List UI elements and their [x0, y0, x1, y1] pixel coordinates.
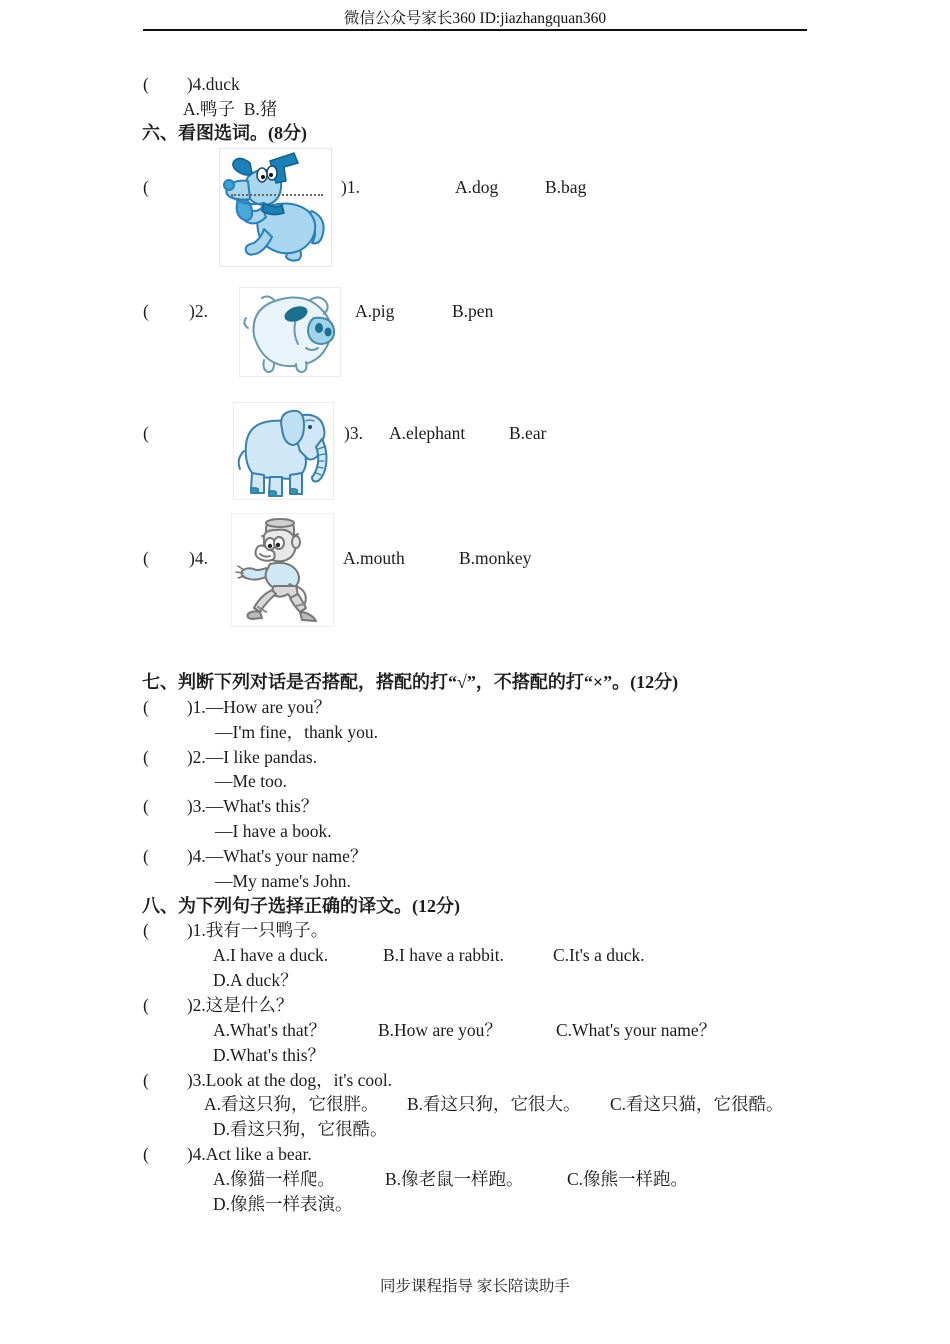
- s7-a3: —I have a book.: [215, 821, 332, 842]
- option-a: A.pig: [355, 301, 395, 321]
- option-c: C.What's your name？: [556, 1019, 717, 1040]
- s8-q4-options-row2: [0, 1192, 950, 1217]
- dog-image: [219, 148, 332, 267]
- monkey-image: [231, 513, 334, 627]
- answer-paren: (: [143, 696, 149, 717]
- option-b: B.bag: [545, 177, 587, 197]
- option-b: B.I have a rabbit.: [383, 945, 504, 966]
- option-d: D.看这只狗，它很酷。: [213, 1119, 388, 1140]
- option-a: A.I have a duck.: [213, 945, 329, 966]
- answer-paren: (: [143, 177, 149, 197]
- s8-q2-options-row2: [0, 1043, 950, 1068]
- option-b: B.看这只狗，它很大。: [407, 1094, 581, 1115]
- option-d: D.What's this？: [213, 1044, 326, 1065]
- s8-q3: [0, 1068, 950, 1093]
- s7-a4: —My name's John.: [215, 870, 351, 891]
- s7-a2: —Me too.: [215, 771, 287, 792]
- s7-a1: —I'm fine，thank you.: [215, 721, 379, 742]
- s7-q1: [0, 695, 950, 720]
- q5-item4-options: A.鸭子 B.猪: [183, 98, 278, 119]
- s8-q1-options-row1: [0, 943, 950, 968]
- header-divider: [143, 29, 807, 31]
- answer-paren: (: [143, 845, 149, 866]
- s7-q3-text: )3.—What's this？: [186, 796, 319, 817]
- option-d: D.像熊一样表演。: [213, 1193, 353, 1214]
- s8-q3-options-row1: [0, 1092, 950, 1117]
- dotted-guide-line: [231, 194, 323, 196]
- s8-q4: [0, 1142, 950, 1167]
- answer-paren: (: [143, 796, 149, 817]
- s7-q4: [0, 844, 950, 869]
- answer-paren: (: [143, 746, 149, 767]
- option-c: C.像熊一样跑。: [567, 1168, 689, 1189]
- s7-q1-text: )1.—How are you？: [186, 696, 332, 717]
- item-number: )2.: [189, 301, 208, 321]
- answer-paren: (: [143, 548, 149, 568]
- s7-q3: [0, 794, 950, 819]
- option-a: A.What's that？: [213, 1019, 326, 1040]
- s8-q1: [0, 918, 950, 943]
- answer-paren: (: [143, 920, 149, 941]
- option-b: B.How are you？: [378, 1019, 502, 1040]
- section6-title: 六、看图选词。(8分): [142, 123, 307, 143]
- s8-q2-stem: )2.这是什么？: [186, 994, 294, 1015]
- option-b: B.像老鼠一样跑。: [385, 1168, 524, 1189]
- s8-q4-options-row1: [0, 1167, 950, 1192]
- s8-q1-stem: )1.我有一只鸭子。: [186, 920, 329, 941]
- answer-paren: (: [143, 423, 149, 443]
- q5-item4-label: )4.duck: [186, 74, 240, 94]
- answer-paren: (: [143, 1069, 149, 1090]
- elephant-image: [233, 402, 334, 500]
- option-a: A.elephant: [389, 423, 466, 443]
- s8-q2: [0, 993, 950, 1018]
- option-b: B.ear: [509, 423, 547, 443]
- sections-7-8-block: [0, 670, 950, 1217]
- item-number: )3.: [344, 423, 363, 443]
- option-a: A.看这只狗，它很胖。: [204, 1094, 379, 1115]
- s7-q2: [0, 745, 950, 770]
- item-number: )1.: [341, 177, 360, 197]
- section6-item-2: [0, 287, 950, 377]
- s8-q3-options-row2: [0, 1117, 950, 1142]
- answer-paren: (: [143, 1144, 149, 1165]
- option-b: B.monkey: [459, 548, 532, 568]
- answer-paren: (: [143, 301, 149, 321]
- pig-image: [239, 287, 341, 377]
- option-c: C.It's a duck.: [553, 945, 645, 966]
- answer-paren: (: [143, 994, 149, 1015]
- header-watermark: 微信公众号家长360 ID:jiazhangquan360: [343, 10, 607, 27]
- option-a: A.mouth: [343, 548, 405, 568]
- section7-title: 七、判断下列对话是否搭配，搭配的打“√”，不搭配的打“×”。(12分): [142, 672, 679, 692]
- q5-item4-line: [0, 72, 950, 97]
- s8-q3-stem: )3.Look at the dog，it's cool.: [186, 1069, 393, 1090]
- option-c: C.看这只猫，它很酷。: [610, 1094, 784, 1115]
- item-number: )4.: [189, 548, 208, 568]
- s7-q4-text: )4.—What's your name？: [186, 845, 368, 866]
- s8-q2-options-row1: [0, 1018, 950, 1043]
- footer-watermark: 同步课程指导 家长陪读助手: [380, 1278, 570, 1295]
- option-b: B.pen: [452, 301, 494, 321]
- s8-q1-options-row2: [0, 968, 950, 993]
- question5-tail-block: [0, 72, 950, 146]
- section8-title: 八、为下列句子选择正确的译文。(12分): [142, 895, 460, 916]
- section6-item-1: [0, 148, 950, 266]
- s7-q2-text: )2.—I like pandas.: [186, 746, 318, 767]
- section6-item-4: [0, 513, 950, 627]
- section6-item-3: [0, 402, 950, 500]
- option-d: D.A duck？: [213, 970, 298, 991]
- option-a: A.像猫一样爬。: [213, 1168, 336, 1189]
- answer-paren: (: [143, 74, 149, 94]
- s8-q4-stem: )4.Act like a bear.: [186, 1144, 312, 1165]
- option-a: A.dog: [455, 177, 499, 197]
